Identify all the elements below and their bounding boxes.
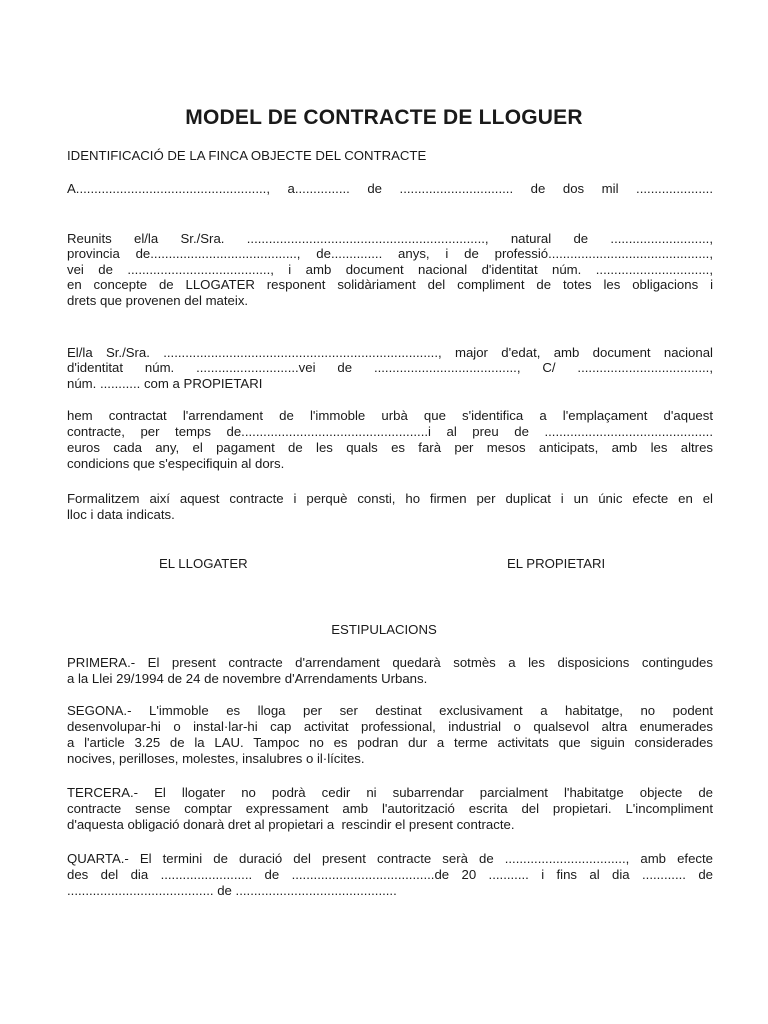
third-clause-line: d'aquesta obligació donarà dret al propietari a rescindir el present contracte.	[67, 817, 515, 832]
owner-signature-label: EL PROPIETARI	[507, 556, 606, 571]
fourth-clause-line: ........................................ de ............................................	[67, 883, 397, 898]
formalize-line: lloc i data indicats.	[67, 507, 175, 522]
fourth-clause-line: des del dia ......................... de .......................................de 20 ........... i fins al dia ............ de	[67, 867, 713, 882]
section-heading: IDENTIFICACIÓ DE LA FINCA OBJECTE DEL CONTRACTE	[67, 148, 427, 163]
second-clause-line: SEGONA.- L'immoble es lloga per ser destinat exclusivament a habitatge, no podent	[67, 703, 713, 718]
fourth-clause-line: QUARTA.- El termini de duració del present contracte serà de ................................., amb efecte	[67, 851, 713, 866]
second-clause-line: nocives, perilloses, molestes, insalubres o il·lícites.	[67, 751, 365, 766]
tenant-line: provincia de........................................, de.............. anys, i de professió............................................,	[67, 246, 713, 261]
lease-line: euros cada any, el pagament de les quals es farà per mesos anticipats, amb les altres	[67, 440, 713, 455]
first-clause-line: PRIMERA.- El present contracte d'arrendament quedarà sotmès a les disposicions contingudes	[67, 655, 713, 670]
lease-line: contracte, per temps de...................................................i al preu de ..............................................	[67, 424, 713, 439]
third-clause-line: TERCERA.- El llogater no podrà cedir ni subarrendar parcialment l'habitatge objecte de	[67, 785, 713, 800]
second-clause-line: a l'article 3.25 de la LAU. Tampoc no es podran dur a terme activitats que siguin considerades	[67, 735, 713, 750]
owner-line: El/la Sr./Sra. ..........................................................................., major d'edat, amb document nacional	[67, 345, 713, 360]
document-title: MODEL DE CONTRACTE DE LLOGUER	[185, 106, 583, 129]
second-clause-line: desenvolupar-hi o instal·lar-hi cap activitat professional, industrial o qualsevol altra enumerades	[67, 719, 713, 734]
tenant-line: Reunits el/la Sr./Sra. ................................................................., natural de ...........................,	[67, 231, 713, 246]
third-clause-line: contracte sense comptar expressament amb l'autorització escrita del propietari. L'incompliment	[67, 801, 713, 816]
stipulations-heading: ESTIPULACIONS	[331, 622, 437, 637]
owner-line: d'identitat núm. ............................vei de ......................................., C/ ....................................,	[67, 360, 713, 375]
tenant-line: vei de ......................................., i amb document nacional d'identitat núm. ...............................,	[67, 262, 713, 277]
tenant-line: en concepte de LLOGATER responent solidàriament del compliment de totes les obligacions i	[67, 277, 713, 292]
lease-line: hem contractat l'arrendament de l'immoble urbà que s'identifica a l'emplaçament d'aquest	[67, 408, 713, 423]
first-clause-line: a la Llei 29/1994 de 24 de novembre d'Arrendaments Urbans.	[67, 671, 428, 686]
tenant-line: drets que provenen del mateix.	[67, 293, 249, 308]
formalize-line: Formalitzem així aquest contracte i perquè consti, ho firmen per duplicat i un únic efecte en el	[67, 491, 713, 506]
owner-line: núm. ........... com a PROPIETARI	[67, 376, 263, 391]
tenant-signature-label: EL LLOGATER	[159, 556, 248, 571]
lease-line: condicions que s'especifiquin al dors.	[67, 456, 285, 471]
place-date-line: A...................................................., a............... de ............................... de dos mil .....................	[67, 181, 713, 196]
